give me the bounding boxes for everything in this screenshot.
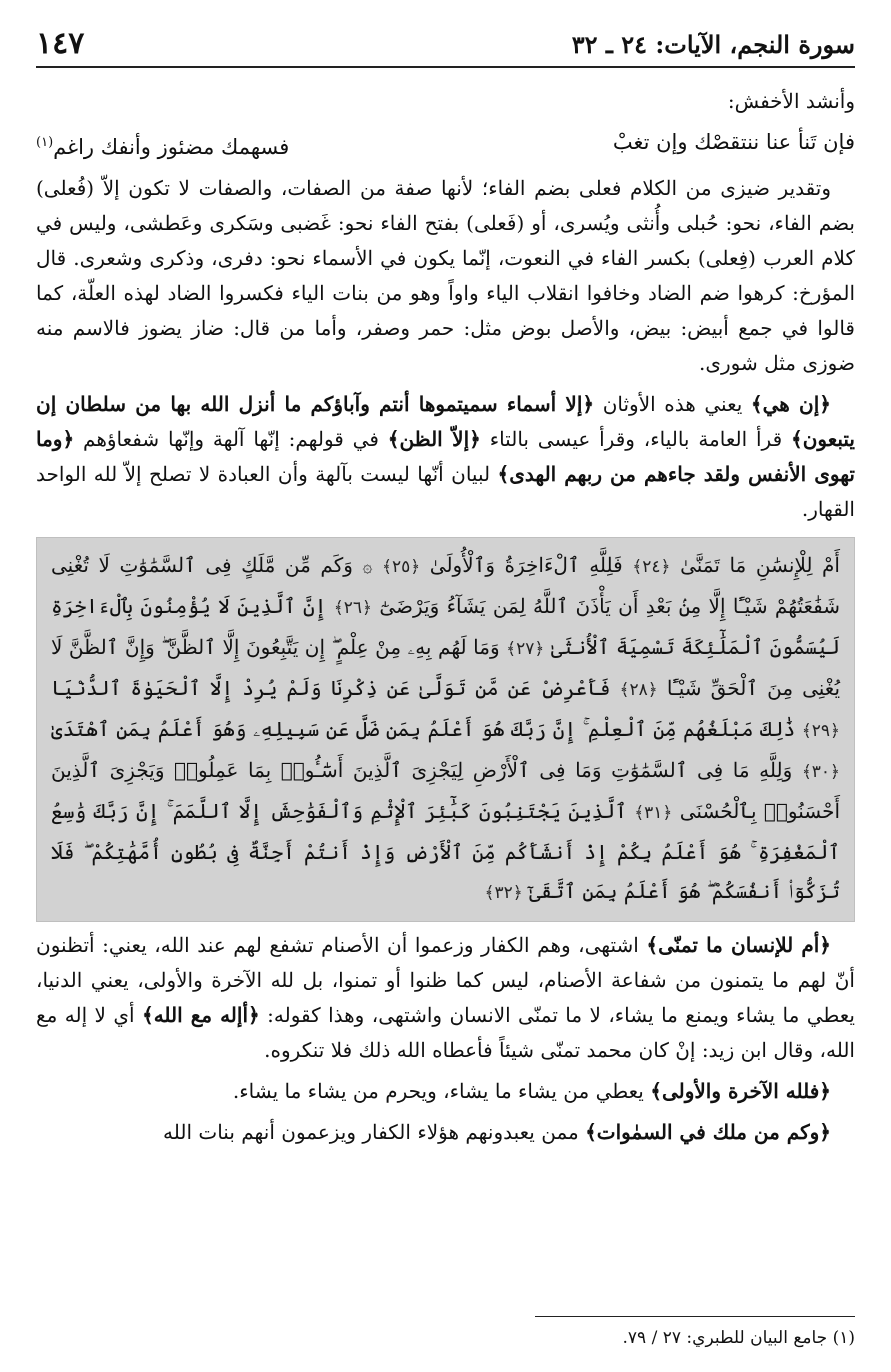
quran-verses-block (36, 537, 855, 922)
quote-span: ﴿إلا أسماء سميتموها أنتم وآباؤكم ما أنزل الله بها من سلطان إن يتبعون﴾ (36, 392, 855, 451)
paragraph-in-hiya (36, 387, 855, 527)
paragraph-grammar: وتقدير ضيزى من الكلام فعلى بضم الفاء؛ لأنها صفة من الصفات، والصفات لا تكون إلاّ (فُعلى) بضم الفاء، نحو: حُبلى وأُنثى ويُسرى، أو (فَعلى) بفتح الفاء نحو: غَضبى وسَكرى وعَطشى، وليس في كلام العرب (فِعلى) بكسر الفاء في النعوت، إنّما يكون في الأسماء نحو: دفرى، وذكرى وشعرى. قال المؤرخ: كرهوا ضم الضاد وخافوا انقلاب الياء واواً وهو من بنات الياء فكسروا الضاد لهذه العلّة، كما قالوا في جمع أبيض: بيض، والأصل بوض مثل: حمر وصفر، وأما من قال: ضاز يضوز فالاسم منه ضوزى مثل شورى. (36, 176, 855, 375)
ayah-marker-25: ﴿٢٥﴾ (382, 557, 421, 577)
verse-29: فَأَعْرِضْ عَن مَّن تَوَلَّىٰ عَن ذِكْرِنَا وَلَمْ يُرِدْ إِلَّا ٱلْحَيَوٰةَ ٱلدُّنْيَا (51, 676, 611, 700)
poem-left-hemistich (36, 125, 289, 165)
footnote-divider (535, 1316, 855, 1317)
text-span: يعطي من يشاء ما يشاء، ويحرم من يشاء ما يشاء. (232, 1079, 651, 1103)
verse-24: أَمْ لِلْإِنسَٰنِ مَا تَمَنَّىٰ (680, 553, 840, 577)
poem-intro: وأنشد الأخفش: (727, 89, 855, 113)
text-span: في قولهم: إنّها آلهة وإنّها شفعاؤهم (74, 427, 388, 451)
verse-28: وَمَا لَهُم بِهِۦ مِنْ عِلْمٍ ۖ إِن يَتَّبِعُونَ إِلَّا ٱلظَّنَّ ۖ وَإِنَّ ٱلظَّنَّ لَا يُغْنِى مِنَ ٱلْحَقِّ شَيْـًٔا (51, 635, 841, 700)
quote-lead: ﴿أم للإنسان ما تمنّى﴾ (646, 933, 832, 957)
text-span: ممن يعبدونهم هؤلاء الكفار ويزعمون أنهم بنات الله (163, 1120, 586, 1144)
quote-span: ﴿وما تهوى الأنفس ولقد جاءهم من ربهم الهدى﴾ (36, 427, 855, 486)
poem-left-hemistich-text: فسهمك مضئوز وأنفك راغم (53, 135, 290, 159)
ayah-marker-27: ﴿٢٧﴾ (506, 639, 545, 659)
text-span: يعني هذه الأوثان (594, 392, 751, 416)
poem-right-hemistich: فإن تَنأ عنا ننتقصْك وإن تغبْ (612, 130, 855, 154)
quote-span: ﴿أإله مع الله﴾ (141, 1003, 260, 1027)
footnote: (١) جامع البيان للطبري: ٢٧ / ٧٩. (622, 1328, 855, 1348)
verse-31: وَلِلَّهِ مَا فِى ٱلسَّمَٰوَٰتِ وَمَا فِى ٱلْأَرْضِ لِيَجْزِىَ ٱلَّذِينَ أَسَٰٓـُٔوا۟ بِمَا عَمِلُوا۟ وَيَجْزِىَ ٱلَّذِينَ أَحْسَنُوا۟ بِٱلْحُسْنَى (51, 758, 841, 823)
text-span: اشتهى، وهم الكفار وزعموا أن الأصنام تشفع لهم عند الله، يعني: أتظنون أنّ لهم ما يتمنون من شفاعة الأصنام، ليس كما ظنوا أو تمنوا، بل لله الآخرة والأولى، يعني الدنيا، يعطي ما يشاء ويمنع ما يشاء، لا ما تمنّى الانسان واشتهى، وهذا كقوله: (36, 933, 855, 1027)
text-span: أي لا إله مع الله، وقال ابن زيد: إنْ كان محمد تمنّى شيئاً فأعطاه الله ذلك فلا تنكروه. (36, 1003, 855, 1062)
footnote-reference: (١) (36, 135, 54, 150)
page-header (36, 20, 855, 68)
paragraph-wakam (36, 1115, 855, 1150)
quote-lead: ﴿فلله الآخرة والأولى﴾ (650, 1079, 831, 1103)
text-span: لبيان أنّها ليست بآلهة وأن العبادة لا تصلح إلاّ لله الواحد القهار. (36, 462, 855, 521)
text-span: قرأ العامة بالياء، وقرأ عيسى بالتاء (480, 427, 791, 451)
paragraph-tamanna (36, 928, 855, 1068)
page-number: ١٤٧ (36, 26, 85, 61)
quote-lead: ﴿وكم من ملك في السمٰوات﴾ (585, 1120, 831, 1144)
verse-26: وَكَم مِّن مَّلَكٍ فِى ٱلسَّمَٰوَٰتِ لَا تُغْنِى شَفَٰعَتُهُمْ شَيْـًٔا إِلَّا مِنۢ بَعْدِ أَن يَأْذَنَ ٱللَّهُ لِمَن يَشَآءُ وَيَرْضَىٰٓ (51, 553, 841, 618)
ayah-marker-32: ﴿٣٢﴾ (484, 883, 523, 903)
ayah-marker-30: ﴿٣٠﴾ (801, 762, 841, 782)
quote-span: ﴿إلاّ الظن﴾ (387, 427, 481, 451)
hizb-marker-icon: ۞ (362, 557, 373, 577)
verse-30: ذَٰلِكَ مَبْلَغُهُم مِّنَ ٱلْعِلْمِ ۚ إِنَّ رَبَّكَ هُوَ أَعْلَمُ بِمَن ضَلَّ عَن سَبِيلِهِۦ وَهُوَ أَعْلَمُ بِمَنِ ٱهْتَدَىٰ (51, 717, 796, 741)
ayah-marker-31: ﴿٣١﴾ (634, 803, 673, 823)
verse-25: فَلِلَّهِ ٱلْءَاخِرَةُ وَٱلْأُولَىٰ (429, 553, 623, 577)
ayah-marker-26: ﴿٢٦﴾ (333, 598, 372, 618)
ayah-marker-24: ﴿٢٤﴾ (632, 557, 671, 577)
ayah-marker-28: ﴿٢٨﴾ (619, 680, 658, 700)
ayah-marker-29: ﴿٢٩﴾ (801, 721, 840, 741)
quote-lead: ﴿إن هي﴾ (750, 392, 831, 416)
verse-27: إِنَّ ٱلَّذِينَ لَا يُؤْمِنُونَ بِٱلْءَاخِرَةِ لَيُسَمُّونَ ٱلْمَلَٰٓئِكَةَ تَسْمِيَةَ ٱلْأُنثَىٰ (51, 594, 841, 659)
page-content (36, 84, 855, 1156)
verse-32: ٱلَّذِينَ يَجْتَنِبُونَ كَبَٰٓئِرَ ٱلْإِثْمِ وَٱلْفَوَٰحِشَ إِلَّا ٱللَّمَمَ ۚ إِنَّ رَبَّكَ وَٰسِعُ ٱلْمَغْفِرَةِ ۚ هُوَ أَعْلَمُ بِكُمْ إِذْ أَنشَأَكُم مِّنَ ٱلْأَرْضِ وَإِذْ أَنتُمْ أَجِنَّةٌ فِى بُطُونِ أُمَّهَٰتِكُمْ ۖ فَلَا تُزَكُّوٓا۟ أَنفُسَكُمْ ۖ هُوَ أَعْلَمُ بِمَنِ ٱتَّقَىٰٓ (51, 799, 840, 903)
paragraph-falillah (36, 1074, 855, 1109)
running-title: سورة النجم، الآيات: ٢٤ ـ ٣٢ (571, 30, 855, 59)
poem-verse (36, 125, 855, 165)
